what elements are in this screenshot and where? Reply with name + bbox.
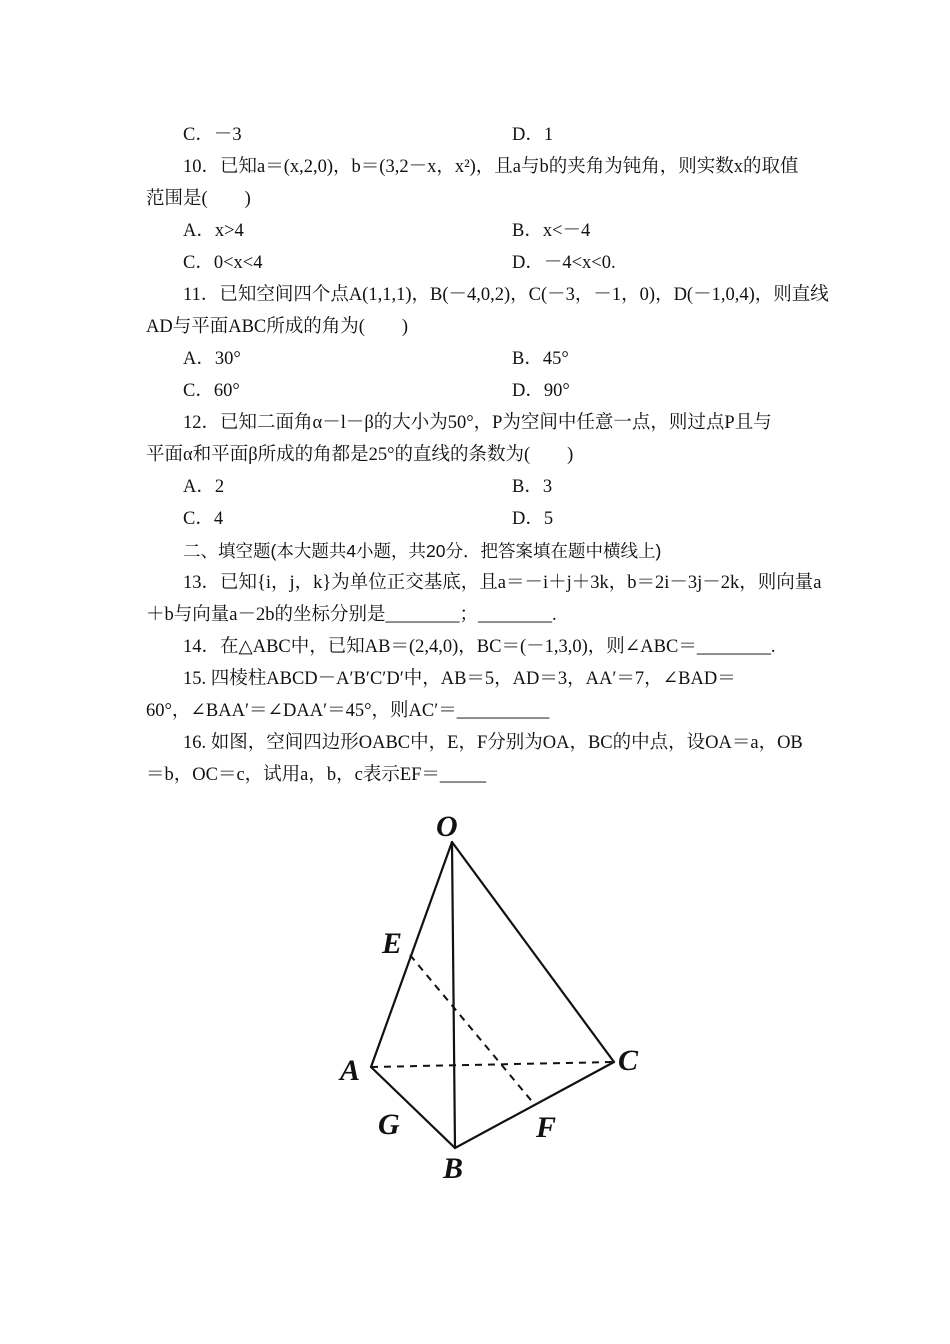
question-11-stem-cont: AD与平面ABC所成的角为( ) xyxy=(146,317,409,337)
question-13-stem: 13．已知{i，j，k}为单位正交基底，且a＝－i＋j＋3k，b＝2i－3j－2k，则向量a xyxy=(183,573,822,593)
question-11-stem: 11．已知空间四个点A(1,1,1)，B(－4,0,2)，C(－3，－1，0)，D(－1,0,4)，则直线 xyxy=(183,285,829,305)
option-b-q11: B．45° xyxy=(512,349,569,369)
question-15-stem: 15. 四棱柱ABCD－A′B′C′D′中，AB＝5，AD＝3，AA′＝7，∠BAD＝ xyxy=(183,669,736,689)
label-b: B xyxy=(443,1152,464,1185)
option-b-q10: B．x<－4 xyxy=(512,221,591,241)
question-13-stem-cont: ＋b与向量a－2b的坐标分别是________；________. xyxy=(146,605,557,625)
option-a-q11: A．30° xyxy=(183,349,241,369)
label-g: G xyxy=(378,1108,400,1141)
option-a-q12: A．2 xyxy=(183,477,225,497)
label-e: E xyxy=(382,927,403,960)
option-c-q11: C．60° xyxy=(183,381,240,401)
option-c-q10: C．0<x<4 xyxy=(183,253,263,273)
tetrahedron-figure xyxy=(330,805,660,1190)
label-c: C xyxy=(618,1044,639,1077)
option-d-q10: D．－4<x<0. xyxy=(512,253,616,273)
edge-oc xyxy=(452,842,614,1062)
option-d-q11: D．90° xyxy=(512,381,570,401)
question-10-stem-cont: 范围是( ) xyxy=(146,189,251,209)
question-12-stem-cont: 平面α和平面β所成的角都是25°的直线的条数为( ) xyxy=(146,445,574,465)
edge-ac-dashed xyxy=(371,1062,614,1067)
option-c-q9: C．－3 xyxy=(183,125,242,145)
question-15-stem-cont: 60°，∠BAA′＝∠DAA′＝45°，则AC′＝__________ xyxy=(146,701,550,721)
edge-ob xyxy=(452,842,455,1148)
question-16-stem-cont: ＝b，OC＝c，试用a，b，c表示EF＝_____ xyxy=(146,765,487,785)
option-d-q12: D．5 xyxy=(512,509,554,529)
segment-ef-dashed xyxy=(410,955,535,1105)
question-12-stem: 12．已知二面角α－l－β的大小为50°，P为空间中任意一点，则过点P且与 xyxy=(183,413,772,433)
question-14: 14．在△ABC中，已知AB＝(2,4,0)，BC＝(－1,3,0)，则∠ABC＝________. xyxy=(183,637,776,657)
option-d-q9: D．1 xyxy=(512,125,554,145)
question-16-stem: 16. 如图，空间四边形OABC中，E，F分别为OA，BC的中点，设OA＝a，OB xyxy=(183,733,803,753)
label-a: A xyxy=(340,1054,361,1087)
label-o: O xyxy=(436,810,458,843)
section-heading: 二、填空题(本大题共4小题，共20分．把答案填在题中横线上) xyxy=(183,541,662,561)
edge-bc xyxy=(455,1062,614,1148)
option-a-q10: A．x>4 xyxy=(183,221,244,241)
label-f: F xyxy=(536,1111,557,1144)
option-c-q12: C．4 xyxy=(183,509,224,529)
question-10-stem: 10．已知a＝(x,2,0)，b＝(3,2－x，x²)，且a与b的夹角为钝角，则实数x的取值 xyxy=(183,157,799,177)
option-b-q12: B．3 xyxy=(512,477,553,497)
